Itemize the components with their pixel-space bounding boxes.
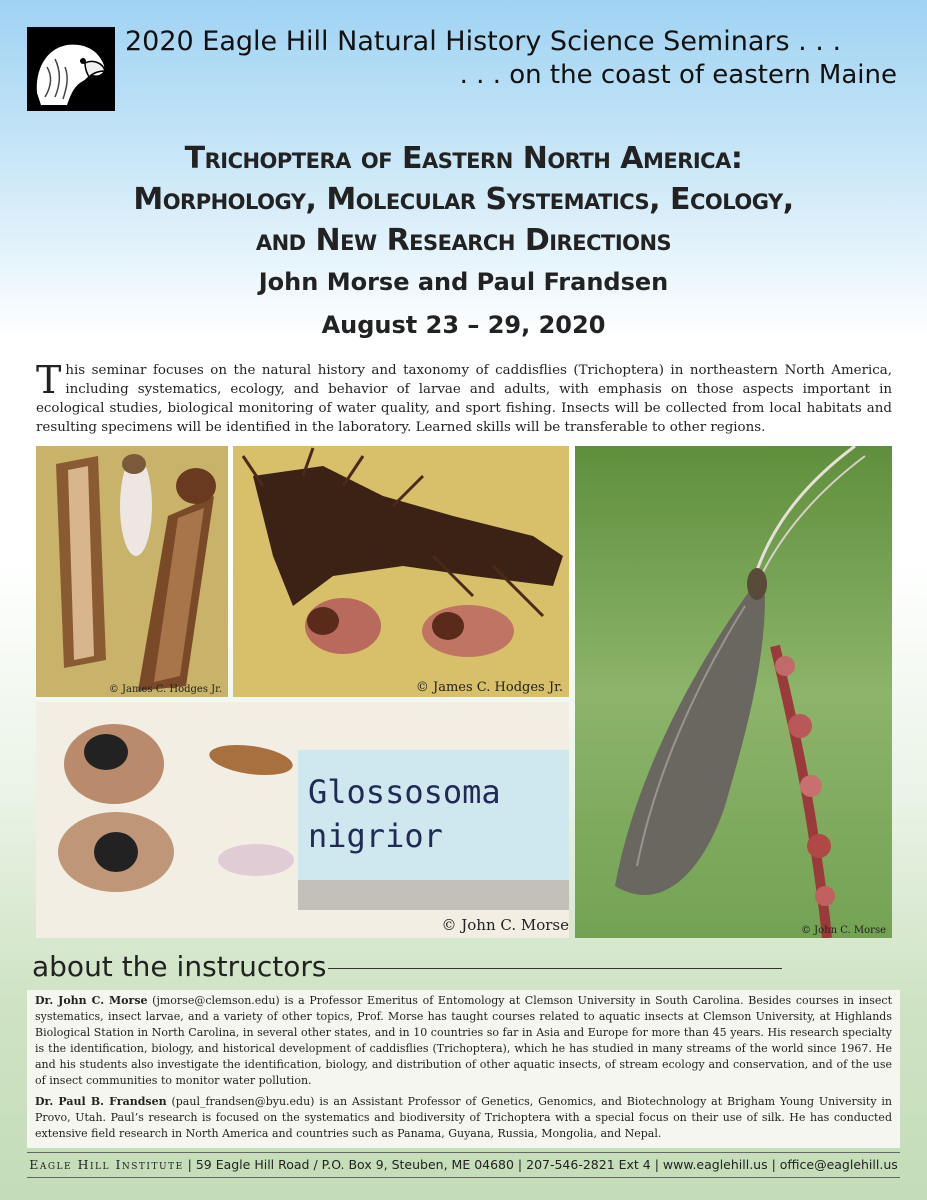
- bio-frandsen: [35, 1094, 892, 1142]
- footer-rule-bottom: [27, 1177, 900, 1178]
- species-genus: Glossosoma: [308, 773, 501, 811]
- footer-org-name: Eagle Hill Institute: [29, 1157, 184, 1172]
- photo-credit-3: © John C. Morse: [441, 916, 569, 934]
- photo-larvae-debris: [233, 446, 569, 697]
- photo-credit-2: © James C. Hodges Jr.: [415, 680, 563, 695]
- bio-morse-name: Dr. John C. Morse: [35, 994, 148, 1007]
- series-subtitle: . . . on the coast of eastern Maine: [459, 60, 897, 90]
- eagle-head-icon: [27, 27, 115, 111]
- species-epithet: nigrior: [308, 817, 443, 855]
- instructors-names: John Morse and Paul Frandsen: [258, 268, 669, 296]
- bio-frandsen-text: (paul_frandsen@byu.edu) is an Assistant Professor of Genetics, Genomics, and Biotechnology at Brigham Young University in Provo, Utah. Paul’s research is focused on the systematics and biodiversity of Trichoptera with a special focus on their use of silk. He has conducted extensive field research in North America and countries such as Panama, Guyana, Russia, Mongolia, and Nepal.: [35, 1095, 893, 1140]
- title-line-2: Morphology, Molecular Systematics, Ecology,: [133, 182, 794, 217]
- footer-contact: [0, 1157, 927, 1172]
- seminar-dates: August 23 – 29, 2020: [321, 311, 606, 339]
- heading-rule: [328, 968, 782, 969]
- larva-cases-illustration: [36, 446, 228, 697]
- larvae-debris-illustration: [233, 446, 569, 697]
- photo-glossosoma-specimens: [36, 702, 569, 938]
- title-line-3: and New Research Directions: [255, 223, 672, 258]
- seminar-title: [0, 138, 927, 261]
- eagle-logo: [27, 27, 115, 111]
- bio-morse-text: (jmorse@clemson.edu) is a Professor Emeritus of Entomology at Clemson University in South Carolina. Besides courses in insect systematics, insect larvae, and a variety of other topics, Prof. Morse has taught courses related to aquatic insects at Clemson University, at Highlands Biological Station in North Carolina, in several other states, and in 10 countries so far in Asia and Europe for more than 45 years. His research specialty is the identification, biology, and historical development of caddisflies (Trichoptera), which he has studied in many streams of the world since 1967. He and his students also investigate the identification, biology, and distribution of other aquatic insects, of stream ecology and conservation, and of the use of insect communities to monitor water pollution.: [35, 994, 892, 1087]
- footer-details: | 59 Eagle Hill Road / P.O. Box 9, Steuben, ME 04680 | 207-546-2821 Ext 4 | www.eaglehill.us | office@eaglehill.us: [183, 1157, 898, 1172]
- description-text: his seminar focuses on the natural history and taxonomy of caddisflies (Trichoptera) in northeastern North America, including systematics, ecology, and behavior of larvae and adults, with emphasis on those aspects important in ecological studies, biological monitoring of water quality, and sport fishing. Insects will be collected from local habitats and resulting specimens will be identified in the laboratory. Learned skills will be transferable to other regions.: [36, 363, 892, 435]
- bio-morse: [35, 993, 892, 1089]
- title-line-1: Trichoptera of Eastern North America:: [184, 141, 743, 176]
- about-instructors-heading: about the instructors: [32, 950, 327, 983]
- photo-adult-caddisfly: [575, 446, 892, 938]
- photo-credit-1: © James C. Hodges Jr.: [108, 684, 222, 695]
- photo-credit-4: © John C. Morse: [800, 925, 886, 936]
- species-label: [308, 770, 501, 858]
- adult-caddisfly-illustration: [575, 446, 892, 938]
- seminar-description: [36, 358, 892, 437]
- series-title: 2020 Eagle Hill Natural History Science Seminars . . .: [125, 26, 842, 57]
- footer-rule-top: [27, 1152, 900, 1153]
- photo-larva-cases: [36, 446, 228, 697]
- bio-frandsen-name: Dr. Paul B. Frandsen: [35, 1095, 167, 1108]
- drop-cap: T: [36, 358, 62, 402]
